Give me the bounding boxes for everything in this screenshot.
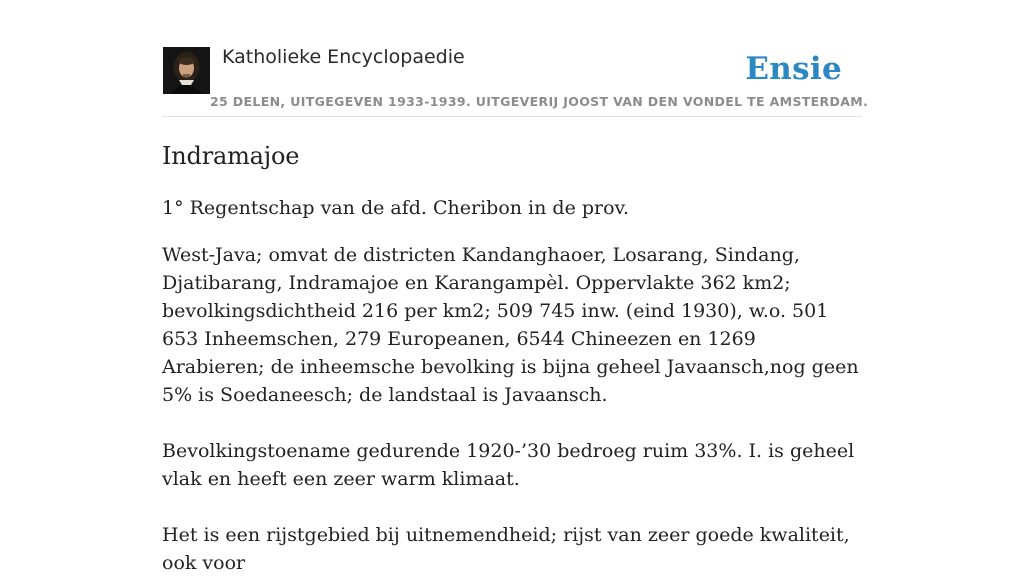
site-header bbox=[162, 0, 869, 117]
encyclopedia-portrait-avatar[interactable] bbox=[163, 47, 210, 94]
page-container bbox=[162, 0, 869, 577]
ensie-logo-link[interactable]: Ensie bbox=[745, 51, 842, 87]
article-title: Indramajoe bbox=[162, 142, 300, 170]
publication-subtitle: 25 DELEN, UITGEGEVEN 1933-1939. UITGEVERIJ JOOST VAN DEN VONDEL TE AMSTERDAM. bbox=[210, 94, 869, 109]
article-paragraph: Bevolkingstoename gedurende 1920-’30 bedroeg ruim 33%. I. is geheel vlak en heeft een zeer warm klimaat. bbox=[162, 440, 855, 490]
article-paragraph: Het is een rijstgebied bij uitnemendheid; rijst van zeer goede kwaliteit, ook voor bbox=[162, 524, 850, 574]
article-paragraph: West-Java; omvat de districten Kandanghaoer, Losarang, Sindang, Djatibarang, Indramajoe en Karangampèl. Oppervlakte 362 km2; bevolkingsdichtheid 216 per km2; 509 745 inw. (eind 1930), w.o. 501 653 Inheemschen, 279 Europeanen, 6544 Chineezen en 1269 Arabieren; de inheemsche bevolking is bijna geheel Javaansch,nog geen 5% is Soedaneesch; de landstaal is Javaansch. bbox=[162, 244, 859, 406]
portrait-image bbox=[163, 47, 210, 94]
site-name[interactable]: Katholieke Encyclopaedie bbox=[222, 46, 465, 68]
article-paragraph: 1° Regentschap van de afd. Cheribon in de prov. bbox=[162, 197, 630, 219]
